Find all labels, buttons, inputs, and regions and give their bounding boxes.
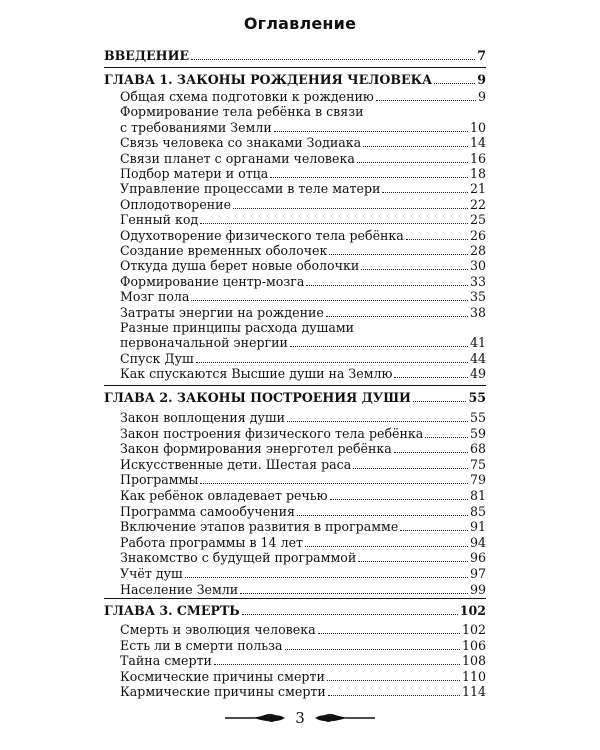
dot-leader (287, 421, 468, 422)
toc-entry-page: 44 (469, 350, 486, 366)
toc-entry-label: Общая схема подготовки к рождению (120, 89, 374, 104)
dot-leader (413, 401, 467, 402)
section-rule (104, 67, 486, 68)
toc-entry-page: 94 (469, 534, 486, 550)
toc-entry[interactable] (120, 181, 486, 197)
toc-entry-label: Создание временных оболочек (120, 243, 328, 258)
toc-entry-page: 68 (469, 441, 486, 457)
toc-entry[interactable] (120, 622, 486, 638)
toc-entry[interactable] (120, 410, 486, 426)
toc-entry-label: Население Земли (120, 581, 239, 597)
section-rule (104, 598, 486, 599)
toc-entry-page: 55 (469, 410, 486, 425)
dot-leader (328, 695, 460, 696)
dot-leader (358, 561, 468, 562)
toc-entry-label: Подбор матери и отца (120, 166, 269, 181)
toc-chapter-page: 55 (468, 390, 486, 405)
dot-leader (363, 146, 468, 147)
toc-entry-label: Закон воплощения души (120, 410, 286, 425)
toc-entry-page: 38 (469, 304, 486, 320)
toc-entry-label: Знакомство с будущей программой (120, 550, 357, 566)
toc-entry[interactable] (120, 243, 486, 259)
toc-chapter-1[interactable] (104, 72, 486, 88)
toc-entry[interactable] (120, 305, 486, 321)
dot-leader (191, 59, 475, 60)
toc-entry[interactable] (120, 488, 486, 504)
toc-entry-label: Учёт душ (120, 566, 183, 581)
dot-leader (297, 515, 468, 516)
dot-leader (376, 100, 476, 101)
toc-chapter-page: 102 (459, 603, 486, 618)
toc-entry-label: Работа программы в 14 лет (120, 534, 303, 550)
toc-entry-label: Как спускаются Высшие души на Землю (120, 366, 393, 382)
toc-entry[interactable] (120, 550, 486, 566)
dot-leader (196, 362, 468, 363)
toc-entry-page: 22 (469, 196, 486, 212)
toc-entry[interactable] (120, 457, 486, 473)
dot-leader (394, 452, 468, 453)
toc-entry[interactable] (120, 151, 486, 167)
toc-entry-page: 81 (469, 488, 486, 503)
toc-entry[interactable] (120, 426, 486, 442)
toc-entry-label: Смерть и эволюция человека (120, 622, 316, 637)
toc-entry-label: Кармические причины смерти (120, 684, 326, 700)
toc-entry-label: Мозг пола (120, 289, 190, 305)
left-flourish-icon (223, 711, 287, 725)
toc-entry-page: 91 (469, 519, 486, 535)
toc-entry[interactable] (120, 166, 486, 182)
dot-leader (330, 499, 468, 500)
toc-entry-page: 10 (469, 119, 486, 135)
toc-entry-page: 49 (469, 366, 486, 382)
dot-leader (185, 577, 468, 578)
toc-entry[interactable] (120, 535, 486, 551)
toc-chapter-label: ГЛАВА 3. СМЕРТЬ (104, 603, 240, 618)
toc-entry-page: 28 (469, 243, 486, 258)
toc-entry-label: Искусственные дети. Шестая раса (120, 456, 352, 472)
dot-leader (382, 192, 468, 193)
toc-entry-page: 18 (469, 166, 486, 181)
dot-leader (240, 593, 468, 594)
dot-leader (242, 614, 458, 615)
page-number: 3 (295, 709, 305, 727)
toc-entry-label: Связь человека со знаками Зодиака (120, 135, 362, 151)
toc-entry[interactable] (120, 89, 486, 105)
toc-entry-page: 97 (469, 566, 486, 581)
toc-entry-page: 14 (469, 135, 486, 151)
toc-entry-label: первоначальной энергии (120, 335, 288, 351)
section-rule (104, 385, 486, 386)
toc-entry[interactable] (120, 274, 486, 290)
toc-entry-page: 102 (461, 622, 486, 637)
dot-leader (394, 377, 467, 378)
toc-entry-page: 96 (469, 550, 486, 566)
toc-entry-label: с требованиями Земли (120, 119, 272, 135)
toc-entry-label: Откуда душа берет новые оболочки (120, 258, 360, 274)
toc-entry-page: 25 (469, 212, 486, 228)
toc-entry[interactable] (120, 441, 486, 457)
toc-entry-page: 59 (469, 425, 486, 441)
toc-entry-page: 33 (469, 273, 486, 289)
toc-entry-label: Есть ли в смерти польза (120, 637, 283, 653)
toc-intro[interactable] (104, 48, 486, 64)
toc-entry-page: 85 (469, 503, 486, 519)
toc-entry-label: Связи планет с органами человека (120, 150, 355, 166)
toc-entry-page: 21 (469, 181, 486, 197)
toc-entry-page: 106 (461, 637, 486, 653)
dot-leader (305, 546, 468, 547)
toc-intro-label: ВВЕДЕНИЕ (104, 48, 190, 63)
toc-entry-page: 30 (469, 258, 486, 274)
toc-entry[interactable] (120, 366, 486, 382)
toc-entry[interactable] (120, 653, 486, 669)
toc-entry[interactable] (120, 120, 486, 136)
toc-entry-label: Затраты энергии на рождение (120, 304, 324, 320)
toc-entry-page: 79 (469, 472, 486, 488)
toc-entry-page: 35 (469, 289, 486, 305)
dot-leader (329, 254, 468, 255)
dot-leader (326, 316, 468, 317)
toc-entry-label[interactable]: Разные принципы расхода душами (120, 320, 355, 335)
toc-entry[interactable] (120, 258, 486, 274)
toc-entry[interactable] (120, 519, 486, 535)
dot-leader (214, 664, 460, 665)
toc-entry[interactable] (120, 638, 486, 654)
dot-leader (200, 223, 468, 224)
toc-entry-label: Космические причины смерти (120, 668, 325, 684)
dot-leader (361, 269, 468, 270)
toc-entry-label: Управление процессами в теле матери (120, 181, 381, 197)
toc-entry-page: 99 (469, 581, 486, 597)
toc-entry-label: Как ребёнок овладевает речью (120, 488, 328, 503)
toc-entry-label: Закон построения физического тела ребёнка (120, 425, 424, 441)
toc-entry-label: Формирование центр-мозга (120, 273, 305, 289)
toc-chapter-3[interactable] (104, 603, 486, 619)
toc-entry-label: Программа самообучения (120, 503, 295, 519)
dot-leader (357, 162, 468, 163)
toc-entry-page: 9 (477, 89, 486, 104)
toc-chapter-page: 9 (477, 72, 486, 87)
toc-entry-label: Тайна смерти (120, 653, 212, 669)
dot-leader (274, 131, 468, 132)
toc-entry-label: Закон формирования энерготел ребёнка (120, 441, 392, 457)
toc-entry-label: Включение этапов развития в программе (120, 519, 399, 535)
toc-entry[interactable] (120, 197, 486, 213)
toc-entry-label[interactable]: Формирование тела ребёнка в связи (120, 104, 364, 120)
toc-entry-label: Генный код (120, 212, 199, 228)
dot-leader (200, 483, 468, 484)
toc-entry[interactable] (120, 504, 486, 520)
page-footer (0, 708, 600, 728)
toc-chapter-2[interactable] (104, 390, 486, 406)
toc-intro-page: 7 (477, 48, 486, 63)
toc-entry[interactable] (120, 566, 486, 582)
toc-chapter-label: ГЛАВА 2. ЗАКОНЫ ПОСТРОЕНИЯ ДУШИ (104, 390, 411, 405)
toc-entry-label: Одухотворение физического тела ребёнка (120, 227, 404, 243)
dot-leader (327, 680, 460, 681)
toc-entry[interactable] (120, 228, 486, 244)
toc-entry-page: 75 (469, 456, 486, 472)
dot-leader (191, 300, 468, 301)
toc-entry[interactable] (120, 669, 486, 685)
dot-leader (434, 83, 475, 84)
dot-leader (270, 177, 468, 178)
dot-leader (400, 530, 468, 531)
toc-entry[interactable] (120, 582, 486, 598)
toc-entry-page: 41 (469, 335, 486, 351)
dot-leader (406, 239, 468, 240)
toc-entry-page: 26 (469, 227, 486, 243)
dot-leader (290, 346, 468, 347)
toc-entry-label: Программы (120, 472, 199, 488)
toc-entry-page: 16 (469, 150, 486, 166)
dot-leader (318, 633, 460, 634)
dot-leader (285, 649, 460, 650)
toc-entry[interactable] (120, 212, 486, 228)
toc-entry-page: 114 (461, 684, 486, 700)
toc-chapter-label: ГЛАВА 1. ЗАКОНЫ РОЖДЕНИЯ ЧЕЛОВЕКА (104, 72, 433, 87)
dot-leader (353, 468, 468, 469)
toc-entry-label: Спуск Душ (120, 350, 194, 366)
dot-leader (306, 285, 468, 286)
page-title: Оглавление (243, 14, 357, 33)
right-flourish-icon (313, 711, 377, 725)
toc-entry-page: 108 (461, 653, 486, 669)
dot-leader (233, 208, 468, 209)
toc-entry-label: Оплодотворение (120, 196, 232, 212)
toc-entry[interactable] (120, 684, 486, 700)
toc-entry[interactable] (120, 335, 486, 351)
toc-entry[interactable] (120, 289, 486, 305)
toc-entry[interactable] (120, 351, 486, 367)
toc-entry-page: 110 (461, 668, 486, 684)
dot-leader (425, 437, 468, 438)
toc-entry[interactable] (120, 472, 486, 488)
toc-entry[interactable] (120, 135, 486, 151)
